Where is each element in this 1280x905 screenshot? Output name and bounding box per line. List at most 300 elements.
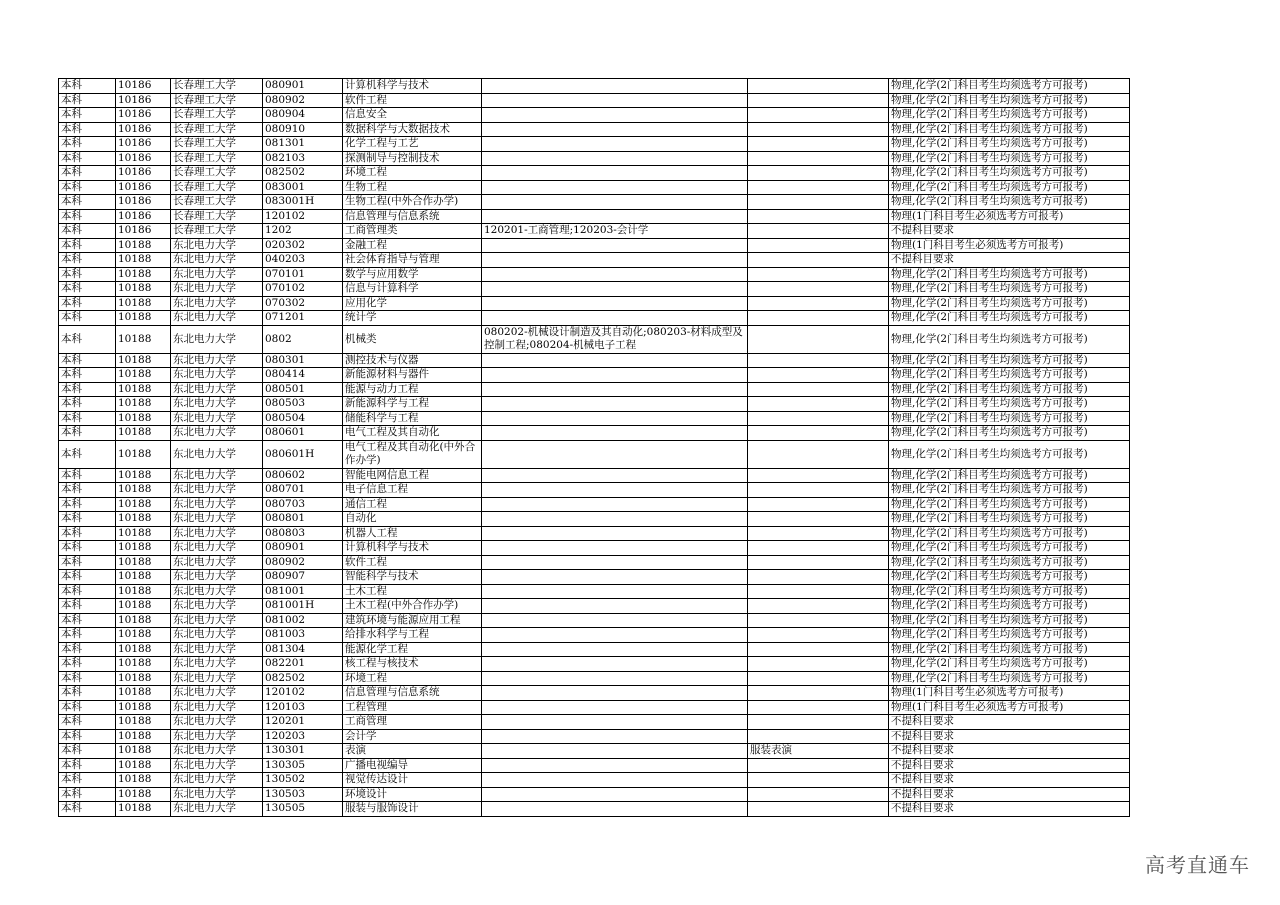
- level-cell: 本科: [59, 296, 116, 311]
- included-majors-cell: [482, 758, 748, 773]
- major-code-cell: 080503: [263, 397, 343, 412]
- table-row: [59, 426, 1130, 441]
- school-code-cell: 10186: [116, 93, 171, 108]
- school-code-cell: 10188: [116, 657, 171, 672]
- school-code-cell: 10188: [116, 368, 171, 383]
- included-majors-cell: [482, 440, 748, 468]
- school-name-cell: 长春理工大学: [171, 79, 263, 94]
- subject-requirement-cell: 不提科目要求: [889, 715, 1130, 730]
- subject-requirement-cell: 物理,化学(2门科目考生均须选考方可报考): [889, 440, 1130, 468]
- major-name-cell: 新能源材料与器件: [343, 368, 482, 383]
- included-majors-cell: [482, 584, 748, 599]
- major-code-cell: 080910: [263, 122, 343, 137]
- subject-requirement-cell: 物理,化学(2门科目考生均须选考方可报考): [889, 122, 1130, 137]
- subject-requirement-cell: 不提科目要求: [889, 224, 1130, 239]
- remark-cell: [748, 628, 889, 643]
- school-name-cell: 东北电力大学: [171, 686, 263, 701]
- school-name-cell: 东北电力大学: [171, 526, 263, 541]
- major-name-cell: 化学工程与工艺: [343, 137, 482, 152]
- subject-requirement-cell: 物理,化学(2门科目考生均须选考方可报考): [889, 497, 1130, 512]
- major-code-cell: 080902: [263, 555, 343, 570]
- table-row: [59, 715, 1130, 730]
- school-code-cell: 10188: [116, 555, 171, 570]
- major-name-cell: 金融工程: [343, 238, 482, 253]
- school-code-cell: 10188: [116, 729, 171, 744]
- major-code-cell: 071201: [263, 311, 343, 326]
- major-name-cell: 软件工程: [343, 93, 482, 108]
- subject-requirement-cell: 物理,化学(2门科目考生均须选考方可报考): [889, 296, 1130, 311]
- included-majors-cell: [482, 137, 748, 152]
- school-code-cell: 10188: [116, 282, 171, 297]
- major-code-cell: 081002: [263, 613, 343, 628]
- table-row: [59, 267, 1130, 282]
- table-row: [59, 238, 1130, 253]
- school-code-cell: 10188: [116, 686, 171, 701]
- major-code-cell: 080901: [263, 541, 343, 556]
- included-majors-cell: [482, 93, 748, 108]
- major-code-cell: 080907: [263, 570, 343, 585]
- table-row: [59, 584, 1130, 599]
- subject-requirements-table: [58, 78, 1130, 817]
- table-row: [59, 296, 1130, 311]
- school-code-cell: 10186: [116, 224, 171, 239]
- level-cell: 本科: [59, 267, 116, 282]
- subject-requirement-cell: 物理,化学(2门科目考生均须选考方可报考): [889, 368, 1130, 383]
- level-cell: 本科: [59, 613, 116, 628]
- level-cell: 本科: [59, 137, 116, 152]
- major-code-cell: 130503: [263, 787, 343, 802]
- level-cell: 本科: [59, 209, 116, 224]
- subject-requirement-cell: 物理,化学(2门科目考生均须选考方可报考): [889, 555, 1130, 570]
- major-name-cell: 生物工程: [343, 180, 482, 195]
- table-row: [59, 353, 1130, 368]
- subject-requirement-cell: 物理,化学(2门科目考生均须选考方可报考): [889, 570, 1130, 585]
- remark-cell: [748, 584, 889, 599]
- major-name-cell: 环境工程: [343, 671, 482, 686]
- school-name-cell: 东北电力大学: [171, 773, 263, 788]
- included-majors-cell: [482, 195, 748, 210]
- table-row: [59, 787, 1130, 802]
- major-code-cell: 070302: [263, 296, 343, 311]
- major-code-cell: 120102: [263, 209, 343, 224]
- level-cell: 本科: [59, 758, 116, 773]
- subject-requirement-cell: 物理,化学(2门科目考生均须选考方可报考): [889, 541, 1130, 556]
- school-name-cell: 长春理工大学: [171, 209, 263, 224]
- table-row: [59, 671, 1130, 686]
- remark-cell: [748, 642, 889, 657]
- school-code-cell: 10188: [116, 497, 171, 512]
- table-row: [59, 368, 1130, 383]
- major-name-cell: 工商管理类: [343, 224, 482, 239]
- major-name-cell: 储能科学与工程: [343, 411, 482, 426]
- included-majors-cell: [482, 296, 748, 311]
- remark-cell: [748, 282, 889, 297]
- included-majors-cell: [482, 613, 748, 628]
- remark-cell: [748, 599, 889, 614]
- included-majors-cell: [482, 426, 748, 441]
- major-name-cell: 生物工程(中外合作办学): [343, 195, 482, 210]
- school-name-cell: 长春理工大学: [171, 93, 263, 108]
- table-row: [59, 657, 1130, 672]
- remark-cell: [748, 440, 889, 468]
- level-cell: 本科: [59, 599, 116, 614]
- subject-requirement-cell: 物理,化学(2门科目考生均须选考方可报考): [889, 166, 1130, 181]
- included-majors-cell: [482, 166, 748, 181]
- level-cell: 本科: [59, 368, 116, 383]
- level-cell: 本科: [59, 671, 116, 686]
- remark-cell: [748, 613, 889, 628]
- remark-cell: [748, 108, 889, 123]
- level-cell: 本科: [59, 715, 116, 730]
- remark-cell: [748, 397, 889, 412]
- level-cell: 本科: [59, 282, 116, 297]
- remark-cell: [748, 555, 889, 570]
- table-row: [59, 628, 1130, 643]
- subject-requirement-cell: 物理,化学(2门科目考生均须选考方可报考): [889, 137, 1130, 152]
- included-majors-cell: [482, 599, 748, 614]
- major-code-cell: 082201: [263, 657, 343, 672]
- major-name-cell: 信息与计算科学: [343, 282, 482, 297]
- subject-requirement-cell: 物理,化学(2门科目考生均须选考方可报考): [889, 180, 1130, 195]
- remark-cell: [748, 151, 889, 166]
- table-row: [59, 512, 1130, 527]
- major-code-cell: 070102: [263, 282, 343, 297]
- major-name-cell: 环境工程: [343, 166, 482, 181]
- level-cell: 本科: [59, 195, 116, 210]
- subject-requirement-cell: 物理,化学(2门科目考生均须选考方可报考): [889, 628, 1130, 643]
- school-name-cell: 东北电力大学: [171, 512, 263, 527]
- remark-cell: [748, 209, 889, 224]
- school-name-cell: 东北电力大学: [171, 440, 263, 468]
- included-majors-cell: [482, 657, 748, 672]
- table-row: [59, 93, 1130, 108]
- school-code-cell: 10188: [116, 296, 171, 311]
- school-name-cell: 长春理工大学: [171, 122, 263, 137]
- table-row: [59, 483, 1130, 498]
- school-name-cell: 东北电力大学: [171, 700, 263, 715]
- level-cell: 本科: [59, 180, 116, 195]
- table-row: [59, 253, 1130, 268]
- major-name-cell: 给排水科学与工程: [343, 628, 482, 643]
- school-name-cell: 东北电力大学: [171, 497, 263, 512]
- level-cell: 本科: [59, 440, 116, 468]
- school-name-cell: 长春理工大学: [171, 166, 263, 181]
- included-majors-cell: 120201-工商管理;120203-会计学: [482, 224, 748, 239]
- level-cell: 本科: [59, 700, 116, 715]
- school-code-cell: 10188: [116, 642, 171, 657]
- school-name-cell: 东北电力大学: [171, 468, 263, 483]
- included-majors-cell: [482, 787, 748, 802]
- school-name-cell: 东北电力大学: [171, 368, 263, 383]
- level-cell: 本科: [59, 787, 116, 802]
- level-cell: 本科: [59, 628, 116, 643]
- level-cell: 本科: [59, 426, 116, 441]
- major-name-cell: 信息管理与信息系统: [343, 686, 482, 701]
- major-name-cell: 视觉传达设计: [343, 773, 482, 788]
- major-name-cell: 数学与应用数学: [343, 267, 482, 282]
- table-row: [59, 195, 1130, 210]
- remark-cell: [748, 715, 889, 730]
- major-code-cell: 120201: [263, 715, 343, 730]
- subject-requirement-cell: 物理,化学(2门科目考生均须选考方可报考): [889, 93, 1130, 108]
- school-code-cell: 10186: [116, 137, 171, 152]
- remark-cell: [748, 657, 889, 672]
- level-cell: 本科: [59, 512, 116, 527]
- major-code-cell: 020302: [263, 238, 343, 253]
- level-cell: 本科: [59, 483, 116, 498]
- major-code-cell: 082103: [263, 151, 343, 166]
- included-majors-cell: [482, 715, 748, 730]
- major-code-cell: 120103: [263, 700, 343, 715]
- school-code-cell: 10186: [116, 79, 171, 94]
- major-name-cell: 智能电网信息工程: [343, 468, 482, 483]
- remark-cell: [748, 180, 889, 195]
- school-code-cell: 10188: [116, 628, 171, 643]
- major-code-cell: 120203: [263, 729, 343, 744]
- included-majors-cell: [482, 773, 748, 788]
- remark-cell: [748, 195, 889, 210]
- major-name-cell: 能源与动力工程: [343, 382, 482, 397]
- school-name-cell: 东北电力大学: [171, 282, 263, 297]
- table-row: [59, 166, 1130, 181]
- subject-requirement-cell: 物理,化学(2门科目考生均须选考方可报考): [889, 468, 1130, 483]
- table-row: [59, 108, 1130, 123]
- major-name-cell: 智能科学与技术: [343, 570, 482, 585]
- table-row: [59, 282, 1130, 297]
- level-cell: 本科: [59, 79, 116, 94]
- subject-requirement-cell: 物理,化学(2门科目考生均须选考方可报考): [889, 397, 1130, 412]
- school-name-cell: 东北电力大学: [171, 253, 263, 268]
- major-name-cell: 应用化学: [343, 296, 482, 311]
- subject-requirement-cell: 物理,化学(2门科目考生均须选考方可报考): [889, 151, 1130, 166]
- table-row: [59, 325, 1130, 353]
- included-majors-cell: [482, 541, 748, 556]
- included-majors-cell: [482, 468, 748, 483]
- level-cell: 本科: [59, 253, 116, 268]
- subject-requirement-cell: 物理,化学(2门科目考生均须选考方可报考): [889, 642, 1130, 657]
- remark-cell: [748, 700, 889, 715]
- table-row: [59, 758, 1130, 773]
- level-cell: 本科: [59, 411, 116, 426]
- included-majors-cell: [482, 642, 748, 657]
- remark-cell: [748, 411, 889, 426]
- school-name-cell: 长春理工大学: [171, 151, 263, 166]
- major-name-cell: 土木工程: [343, 584, 482, 599]
- subject-requirement-cell: 不提科目要求: [889, 253, 1130, 268]
- subject-requirement-cell: 物理,化学(2门科目考生均须选考方可报考): [889, 483, 1130, 498]
- level-cell: 本科: [59, 541, 116, 556]
- level-cell: 本科: [59, 584, 116, 599]
- remark-cell: [748, 526, 889, 541]
- remark-cell: [748, 325, 889, 353]
- included-majors-cell: [482, 526, 748, 541]
- level-cell: 本科: [59, 468, 116, 483]
- remark-cell: [748, 311, 889, 326]
- table-row: [59, 642, 1130, 657]
- remark-cell: [748, 497, 889, 512]
- school-name-cell: 东北电力大学: [171, 628, 263, 643]
- included-majors-cell: [482, 744, 748, 759]
- remark-cell: [748, 137, 889, 152]
- major-name-cell: 建筑环境与能源应用工程: [343, 613, 482, 628]
- major-code-cell: 130505: [263, 802, 343, 817]
- remark-cell: [748, 253, 889, 268]
- included-majors-cell: [482, 497, 748, 512]
- level-cell: 本科: [59, 122, 116, 137]
- major-code-cell: 130305: [263, 758, 343, 773]
- level-cell: 本科: [59, 802, 116, 817]
- included-majors-cell: [482, 180, 748, 195]
- level-cell: 本科: [59, 497, 116, 512]
- school-code-cell: 10188: [116, 382, 171, 397]
- remark-cell: [748, 787, 889, 802]
- major-code-cell: 080414: [263, 368, 343, 383]
- school-code-cell: 10188: [116, 512, 171, 527]
- major-code-cell: 080902: [263, 93, 343, 108]
- included-majors-cell: [482, 411, 748, 426]
- table-row: [59, 497, 1130, 512]
- level-cell: 本科: [59, 729, 116, 744]
- major-name-cell: 新能源科学与工程: [343, 397, 482, 412]
- included-majors-cell: [482, 353, 748, 368]
- major-name-cell: 土木工程(中外合作办学): [343, 599, 482, 614]
- major-code-cell: 070101: [263, 267, 343, 282]
- major-name-cell: 环境设计: [343, 787, 482, 802]
- included-majors-cell: [482, 512, 748, 527]
- school-code-cell: 10186: [116, 166, 171, 181]
- remark-cell: [748, 802, 889, 817]
- subject-requirement-cell: 物理,化学(2门科目考生均须选考方可报考): [889, 353, 1130, 368]
- subject-requirement-cell: 物理,化学(2门科目考生均须选考方可报考): [889, 411, 1130, 426]
- school-code-cell: 10188: [116, 253, 171, 268]
- remark-cell: [748, 512, 889, 527]
- school-code-cell: 10188: [116, 758, 171, 773]
- table-row: [59, 209, 1130, 224]
- major-name-cell: 计算机科学与技术: [343, 541, 482, 556]
- school-code-cell: 10188: [116, 311, 171, 326]
- school-name-cell: 长春理工大学: [171, 195, 263, 210]
- major-name-cell: 软件工程: [343, 555, 482, 570]
- major-code-cell: 081301: [263, 137, 343, 152]
- major-code-cell: 082502: [263, 166, 343, 181]
- school-code-cell: 10188: [116, 426, 171, 441]
- subject-requirement-cell: 物理,化学(2门科目考生均须选考方可报考): [889, 526, 1130, 541]
- table-row: [59, 773, 1130, 788]
- subject-requirement-cell: 物理,化学(2门科目考生均须选考方可报考): [889, 79, 1130, 94]
- remark-cell: [748, 238, 889, 253]
- school-name-cell: 东北电力大学: [171, 296, 263, 311]
- included-majors-cell: [482, 368, 748, 383]
- table-row: [59, 79, 1130, 94]
- major-name-cell: 统计学: [343, 311, 482, 326]
- school-code-cell: 10188: [116, 584, 171, 599]
- remark-cell: [748, 166, 889, 181]
- included-majors-cell: [482, 267, 748, 282]
- major-code-cell: 040203: [263, 253, 343, 268]
- remark-cell: [748, 93, 889, 108]
- level-cell: 本科: [59, 151, 116, 166]
- table-row: [59, 224, 1130, 239]
- table-row: [59, 151, 1130, 166]
- school-name-cell: 长春理工大学: [171, 224, 263, 239]
- table-row: [59, 686, 1130, 701]
- major-name-cell: 信息管理与信息系统: [343, 209, 482, 224]
- school-name-cell: 东北电力大学: [171, 802, 263, 817]
- level-cell: 本科: [59, 686, 116, 701]
- school-code-cell: 10188: [116, 325, 171, 353]
- major-name-cell: 机械类: [343, 325, 482, 353]
- school-code-cell: 10188: [116, 570, 171, 585]
- school-code-cell: 10188: [116, 671, 171, 686]
- school-code-cell: 10188: [116, 411, 171, 426]
- school-code-cell: 10186: [116, 151, 171, 166]
- subject-requirement-cell: 物理,化学(2门科目考生均须选考方可报考): [889, 325, 1130, 353]
- major-name-cell: 工商管理: [343, 715, 482, 730]
- subject-requirement-cell: 不提科目要求: [889, 802, 1130, 817]
- school-name-cell: 东北电力大学: [171, 267, 263, 282]
- major-name-cell: 机器人工程: [343, 526, 482, 541]
- major-name-cell: 数据科学与大数据技术: [343, 122, 482, 137]
- level-cell: 本科: [59, 325, 116, 353]
- major-name-cell: 工程管理: [343, 700, 482, 715]
- included-majors-cell: [482, 628, 748, 643]
- school-code-cell: 10188: [116, 526, 171, 541]
- remark-cell: [748, 267, 889, 282]
- remark-cell: [748, 224, 889, 239]
- watermark: 高考直通车: [1145, 853, 1250, 877]
- table-row: [59, 468, 1130, 483]
- included-majors-cell: [482, 311, 748, 326]
- major-code-cell: 081003: [263, 628, 343, 643]
- school-name-cell: 东北电力大学: [171, 311, 263, 326]
- level-cell: 本科: [59, 744, 116, 759]
- major-name-cell: 通信工程: [343, 497, 482, 512]
- remark-cell: [748, 382, 889, 397]
- major-code-cell: 081001: [263, 584, 343, 599]
- subject-requirement-cell: 物理(1门科目考生必须选考方可报考): [889, 238, 1130, 253]
- major-name-cell: 广播电视编导: [343, 758, 482, 773]
- table-row: [59, 700, 1130, 715]
- school-code-cell: 10188: [116, 787, 171, 802]
- major-code-cell: 080601H: [263, 440, 343, 468]
- included-majors-cell: [482, 686, 748, 701]
- school-code-cell: 10188: [116, 599, 171, 614]
- school-name-cell: 东北电力大学: [171, 238, 263, 253]
- school-code-cell: 10188: [116, 613, 171, 628]
- major-name-cell: 电气工程及其自动化(中外合作办学): [343, 440, 482, 468]
- major-name-cell: 电气工程及其自动化: [343, 426, 482, 441]
- school-name-cell: 东北电力大学: [171, 570, 263, 585]
- major-code-cell: 0802: [263, 325, 343, 353]
- school-name-cell: 东北电力大学: [171, 787, 263, 802]
- major-code-cell: 081001H: [263, 599, 343, 614]
- subject-requirement-cell: 不提科目要求: [889, 787, 1130, 802]
- remark-cell: 服装表演: [748, 744, 889, 759]
- school-code-cell: 10188: [116, 397, 171, 412]
- school-name-cell: 东北电力大学: [171, 613, 263, 628]
- level-cell: 本科: [59, 166, 116, 181]
- level-cell: 本科: [59, 555, 116, 570]
- school-code-cell: 10188: [116, 468, 171, 483]
- table-row: [59, 526, 1130, 541]
- subject-requirement-cell: 物理,化学(2门科目考生均须选考方可报考): [889, 671, 1130, 686]
- school-code-cell: 10188: [116, 715, 171, 730]
- included-majors-cell: [482, 79, 748, 94]
- major-code-cell: 130502: [263, 773, 343, 788]
- table-row: [59, 397, 1130, 412]
- school-name-cell: 东北电力大学: [171, 599, 263, 614]
- subject-requirement-cell: 物理,化学(2门科目考生均须选考方可报考): [889, 267, 1130, 282]
